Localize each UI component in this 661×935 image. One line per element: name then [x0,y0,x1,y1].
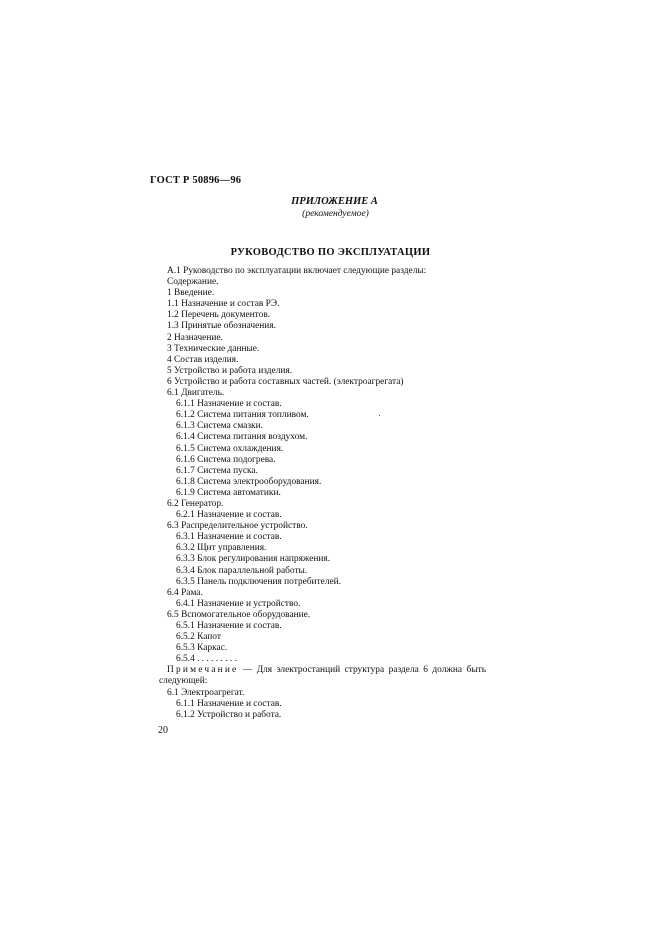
toc-line: 1.2 Перечень документов. [167,310,271,321]
appendix-status: (рекомендуемое) [302,209,369,219]
toc-line: 3 Технические данные. [167,343,260,354]
toc-line: 6.1.4 Система питания воздухом. [176,432,308,443]
toc-line: 6.1 Двигатель. [167,388,225,399]
toc-line: 6.3.3 Блок регулирования напряжения. [176,554,331,565]
toc-line: 6.1.2 Устройство и работа. [176,709,282,720]
document-code: ГОСТ Р 50896—96 [150,175,242,186]
toc-line: Содержание. [167,277,219,288]
appendix-title: ПРИЛОЖЕНИЕ А [291,196,378,207]
toc-line: 1.1 Назначение и состав РЭ. [167,299,280,310]
scan-speck [379,415,380,416]
note-label: Примечание [167,665,239,676]
toc-line: 6.1.5 Система охлаждения. [176,443,284,454]
toc-line: 6 Устройство и работа составных частей. (электроагрегата) [167,376,404,387]
toc-line: 5 Устройство и работа изделия. [167,365,293,376]
toc-line: 6.1.1 Назначение и состав. [176,399,282,410]
toc-line: 4 Состав изделия. [167,354,239,365]
toc-line: 6.1.6 Система подогрева. [176,454,276,465]
toc-line: 1.3 Принятые обозначения. [167,321,276,332]
toc-line: 6.2.1 Назначение и состав. [176,510,282,521]
toc-line: 1 Введение. [167,288,215,299]
toc-line: 6.3.4 Блок параллельной работы. [176,565,308,576]
toc-line: 6.5.4 . . . . . . . . . [176,654,237,665]
after-note-list [0,688,661,721]
toc-line: 6.3 Распределительное устройство. [167,521,308,532]
toc-line: 6.1.7 Система пуска. [176,465,258,476]
toc-line: 6.2 Генератор. [167,498,224,509]
toc-line: 6.4.1 Назначение и устройство. [176,598,301,609]
note-text: — Для электростанций структура раздела 6 должна быть следующей: [159,665,486,687]
toc-line: А.1 Руководство по эксплуатации включает следующие разделы: [167,266,427,276]
toc-line: 6.1.9 Система автоматики. [176,487,281,498]
toc-line: 6.5.1 Назначение и состав. [176,621,282,631]
toc-line: 6.3.1 Назначение и состав. [176,532,282,543]
toc-line: 6.1.3 Система смазки. [176,421,263,432]
toc-line: 6.1 Электроагрегат. [167,687,245,698]
toc-line: 6.3.2 Щит управления. [176,543,267,554]
toc-line: 6.5.2 Капот [176,632,221,643]
toc-line: 6.3.5 Панель подключения потребителей. [176,576,342,587]
toc-line: 2 Назначение. [167,332,223,343]
note-paragraph [159,665,486,687]
section-content [0,266,661,721]
toc-line: 6.1.2 Система питания топливом. [176,410,309,421]
toc-line: 6.5.3 Каркас. [176,643,228,654]
section-title: РУКОВОДСТВО ПО ЭКСПЛУАТАЦИИ [230,247,431,258]
toc-line: 6.5 Вспомогательное оборудование. [167,609,311,620]
toc-line: 6.1.8 Система электрооборудования. [176,476,322,487]
toc-line: 6.1.1 Назначение и состав. [176,698,282,709]
page-number: 20 [158,725,168,736]
toc-list [0,266,661,665]
toc-line: 6.4 Рама. [167,587,203,598]
